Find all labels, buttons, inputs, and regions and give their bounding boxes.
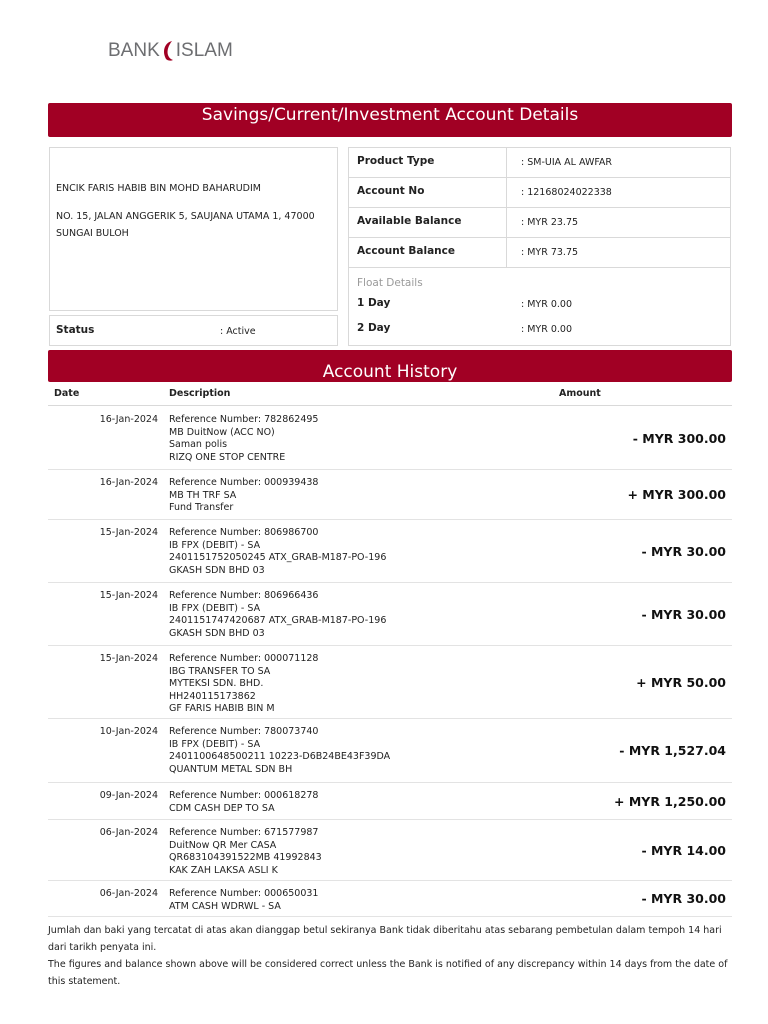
logo-crescent-icon bbox=[161, 40, 175, 62]
history-row bbox=[48, 583, 732, 646]
column-header-description: Description bbox=[169, 388, 231, 399]
detail-row-account-balance bbox=[349, 238, 730, 268]
transaction-description bbox=[169, 527, 386, 577]
transaction-date: 10-Jan-2024 bbox=[99, 726, 158, 737]
transaction-date: 15-Jan-2024 bbox=[99, 653, 158, 664]
transaction-description bbox=[169, 790, 318, 815]
detail-label: Product Type bbox=[357, 155, 435, 167]
bank-islam-logo bbox=[108, 38, 233, 64]
detail-label: Account No bbox=[357, 185, 425, 197]
float-value: : MYR 0.00 bbox=[521, 299, 572, 310]
description-line: GKASH SDN BHD 03 bbox=[169, 627, 265, 639]
description-line: Reference Number: 000071128 bbox=[169, 653, 319, 664]
description-line: IB FPX (DEBIT) - SA bbox=[169, 539, 261, 551]
customer-info-box bbox=[49, 147, 338, 311]
transaction-description bbox=[169, 726, 390, 776]
transaction-date: 06-Jan-2024 bbox=[99, 888, 158, 899]
status-value: : Active bbox=[220, 326, 256, 337]
description-line: 2401100648500211 10223-D6B24BE43F39DA bbox=[169, 751, 391, 763]
history-row bbox=[48, 407, 732, 470]
disclaimer-english: The figures and balance shown above will be considered correct unless the Bank is notified of any discrepancy within 14 days from the date of this statement. bbox=[48, 959, 728, 987]
transaction-amount: - MYR 30.00 bbox=[641, 891, 726, 906]
description-line: Saman polis bbox=[169, 439, 228, 451]
description-line: MB DuitNow (ACC NO) bbox=[169, 426, 275, 438]
description-line: GKASH SDN BHD 03 bbox=[169, 564, 265, 576]
logo-text-bank: BANK bbox=[108, 40, 160, 61]
status-box bbox=[49, 315, 338, 346]
transaction-date: 16-Jan-2024 bbox=[99, 414, 158, 425]
description-line: IB FPX (DEBIT) - SA bbox=[169, 738, 261, 750]
account-history-banner: Account History bbox=[48, 350, 732, 382]
customer-address bbox=[56, 208, 328, 242]
description-line: RIZQ ONE STOP CENTRE bbox=[169, 451, 286, 463]
float-row-1-day bbox=[349, 297, 730, 321]
history-row bbox=[48, 820, 732, 881]
description-line: ATM CASH WDRWL - SA bbox=[169, 900, 281, 912]
transaction-description bbox=[169, 590, 386, 640]
transaction-date: 06-Jan-2024 bbox=[99, 827, 158, 838]
transaction-date: 16-Jan-2024 bbox=[99, 477, 158, 488]
transaction-date: 15-Jan-2024 bbox=[99, 590, 158, 601]
transaction-amount: + MYR 300.00 bbox=[627, 487, 726, 502]
description-line: Fund Transfer bbox=[169, 502, 234, 514]
detail-value: : SM-UIA AL AWFAR bbox=[521, 157, 613, 168]
status-label: Status bbox=[56, 324, 95, 336]
account-details-banner: Savings/Current/Investment Account Details bbox=[48, 103, 732, 137]
transaction-amount: - MYR 300.00 bbox=[632, 431, 726, 446]
description-line: KAK ZAH LAKSA ASLI K bbox=[169, 864, 278, 876]
detail-row-available-balance bbox=[349, 208, 730, 238]
history-row bbox=[48, 520, 732, 583]
description-line: Reference Number: 780073740 bbox=[169, 726, 319, 737]
float-label: 1 Day bbox=[357, 297, 391, 309]
description-line: QR683104391522MB 41992843 bbox=[169, 852, 322, 864]
transaction-description bbox=[169, 414, 318, 464]
description-line: MB TH TRF SA bbox=[169, 489, 237, 501]
transaction-amount: - MYR 30.00 bbox=[641, 607, 726, 622]
description-line: MYTEKSI SDN. BHD. bbox=[169, 678, 264, 690]
logo-text-islam: ISLAM bbox=[175, 40, 233, 61]
description-line: HH240115173862 bbox=[169, 690, 256, 702]
detail-value: : MYR 23.75 bbox=[521, 217, 579, 228]
description-line: DuitNow QR Mer CASA bbox=[169, 839, 277, 851]
detail-label: Account Balance bbox=[357, 245, 456, 257]
transaction-description bbox=[169, 827, 322, 877]
transaction-amount: - MYR 14.00 bbox=[641, 843, 726, 858]
description-line: IB FPX (DEBIT) - SA bbox=[169, 602, 261, 614]
detail-value: : MYR 73.75 bbox=[521, 247, 579, 258]
description-line: 2401151752050245 ATX_GRAB-M187-PO-196 bbox=[169, 552, 387, 564]
detail-label: Available Balance bbox=[357, 215, 462, 227]
history-row bbox=[48, 719, 732, 783]
transaction-description bbox=[169, 653, 318, 716]
float-value: : MYR 0.00 bbox=[521, 324, 572, 335]
column-header-amount: Amount bbox=[559, 388, 601, 399]
description-line: Reference Number: 000650031 bbox=[169, 888, 319, 899]
float-label: 2 Day bbox=[357, 322, 391, 334]
customer-name: ENCIK FARIS HABIB BIN MOHD BAHARUDIM bbox=[56, 183, 261, 194]
history-row bbox=[48, 783, 732, 820]
detail-row-account-no bbox=[349, 178, 730, 208]
transaction-date: 09-Jan-2024 bbox=[99, 790, 158, 801]
description-line: IBG TRANSFER TO SA bbox=[169, 665, 271, 677]
transaction-amount: - MYR 30.00 bbox=[641, 544, 726, 559]
description-line: Reference Number: 671577987 bbox=[169, 827, 319, 838]
description-line: GF FARIS HABIB BIN M bbox=[169, 703, 275, 715]
column-header-date: Date bbox=[54, 388, 80, 399]
description-line: Reference Number: 000939438 bbox=[169, 477, 319, 488]
description-line: QUANTUM METAL SDN BH bbox=[169, 763, 293, 775]
description-line: Reference Number: 806966436 bbox=[169, 590, 319, 601]
detail-value: : 12168024022338 bbox=[521, 187, 612, 198]
description-line: Reference Number: 000618278 bbox=[169, 790, 319, 801]
float-details-title: Float Details bbox=[357, 277, 423, 289]
transaction-description bbox=[169, 888, 318, 913]
disclaimer-malay: Jumlah dan baki yang tercatat di atas akan dianggap betul sekiranya Bank tidak diberitahu atas sebarang pembetulan dalam tempoh 14 hari dari tarikh penyata ini. bbox=[48, 925, 722, 953]
float-row-2-day bbox=[349, 322, 730, 346]
description-line: Reference Number: 782862495 bbox=[169, 414, 319, 425]
account-details-box bbox=[348, 147, 731, 346]
detail-row-product-type bbox=[349, 148, 730, 178]
description-line: Reference Number: 806986700 bbox=[169, 527, 319, 538]
address-line-2: SUNGAI BULOH bbox=[56, 228, 129, 239]
transaction-amount: - MYR 1,527.04 bbox=[619, 743, 726, 758]
transaction-amount: + MYR 1,250.00 bbox=[614, 794, 726, 809]
description-line: 2401151747420687 ATX_GRAB-M187-PO-196 bbox=[169, 615, 387, 627]
history-row bbox=[48, 470, 732, 520]
transaction-description bbox=[169, 477, 318, 515]
transaction-amount: + MYR 50.00 bbox=[636, 675, 726, 690]
history-row bbox=[48, 881, 732, 917]
description-line: CDM CASH DEP TO SA bbox=[169, 802, 275, 814]
history-row bbox=[48, 646, 732, 719]
transaction-date: 15-Jan-2024 bbox=[99, 527, 158, 538]
address-line-1: NO. 15, JALAN ANGGERIK 5, SAUJANA UTAMA 1, 47000 bbox=[56, 211, 315, 222]
statement-disclaimer bbox=[48, 922, 732, 990]
history-table-header bbox=[48, 382, 732, 406]
